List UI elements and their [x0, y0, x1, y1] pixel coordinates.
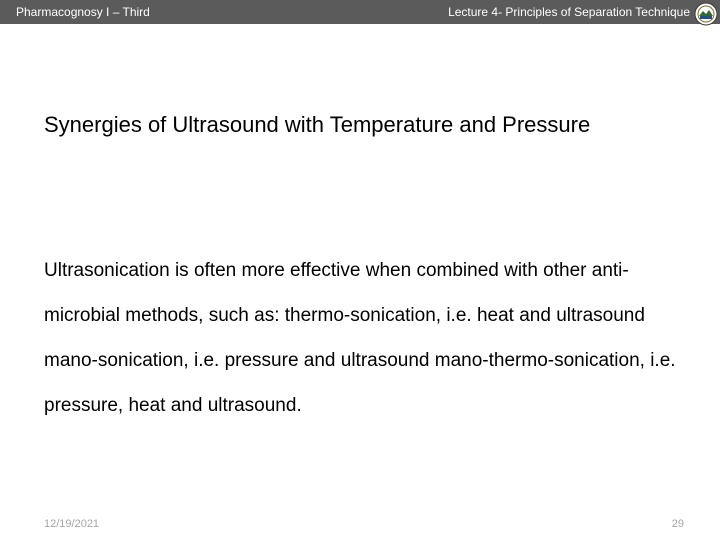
lecture-title: Lecture 4- Principles of Separation Technique: [448, 5, 690, 19]
footer-date: 12/19/2021: [44, 518, 100, 530]
header-bar: [0, 0, 720, 24]
university-seal-icon: [694, 2, 718, 26]
course-title: Pharmacognosy I – Third: [16, 5, 150, 19]
page-number: 29: [671, 518, 684, 530]
slide-body-text: Ultrasonication is often more effective when combined with other anti-microbial methods, such as: thermo-sonication, i.e. heat and ultrasound mano-sonication, i.e. pressure and ultrasound mano-thermo-sonication, i.e. pressure, heat and ultrasound.: [44, 260, 676, 416]
slide-title: Synergies of Ultrasound with Temperature and Pressure: [44, 112, 591, 137]
